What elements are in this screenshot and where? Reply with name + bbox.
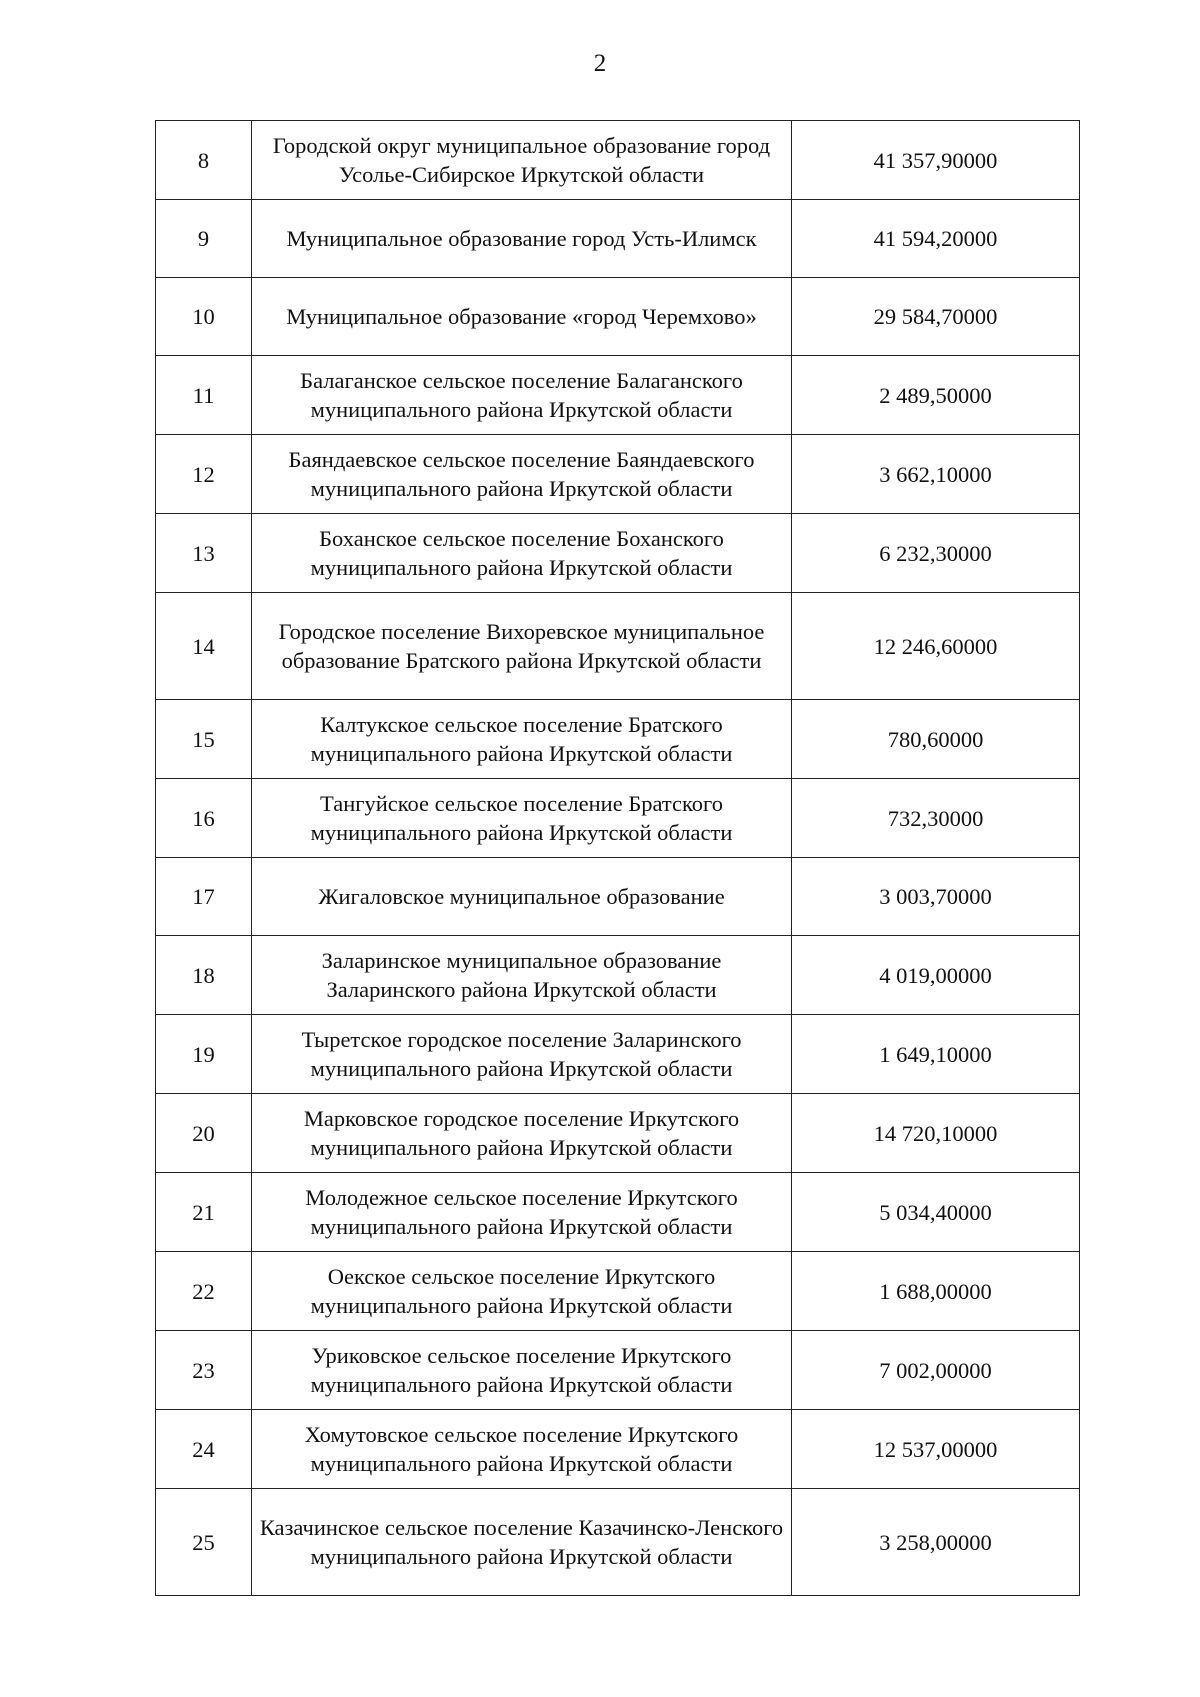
municipality-name: Молодежное сельское поселение Иркутского муниципального района Иркутской области bbox=[252, 1173, 792, 1252]
amount-value: 41 357,90000 bbox=[792, 121, 1080, 200]
amount-value: 6 232,30000 bbox=[792, 514, 1080, 593]
table-row bbox=[156, 1410, 1080, 1489]
table-row bbox=[156, 1173, 1080, 1252]
amount-value: 12 537,00000 bbox=[792, 1410, 1080, 1489]
municipality-name: Баяндаевское сельское поселение Баяндаевского муниципального района Иркутской области bbox=[252, 435, 792, 514]
municipality-name: Тангуйское сельское поселение Братского муниципального района Иркутской области bbox=[252, 779, 792, 858]
amount-value: 5 034,40000 bbox=[792, 1173, 1080, 1252]
amount-value: 732,30000 bbox=[792, 779, 1080, 858]
row-number: 9 bbox=[156, 200, 252, 278]
row-number: 11 bbox=[156, 356, 252, 435]
amount-value: 29 584,70000 bbox=[792, 278, 1080, 356]
municipality-name: Марковское городское поселение Иркутского муниципального района Иркутской области bbox=[252, 1094, 792, 1173]
amount-value: 2 489,50000 bbox=[792, 356, 1080, 435]
row-number: 16 bbox=[156, 779, 252, 858]
municipality-name: Тыретское городское поселение Заларинского муниципального района Иркутской области bbox=[252, 1015, 792, 1094]
municipality-name: Казачинское сельское поселение Казачинско-Ленского муниципального района Иркутской области bbox=[252, 1489, 792, 1596]
municipality-name: Жигаловское муниципальное образование bbox=[252, 858, 792, 936]
table-row bbox=[156, 1252, 1080, 1331]
row-number: 18 bbox=[156, 936, 252, 1015]
municipality-name: Заларинское муниципальное образование Заларинского района Иркутской области bbox=[252, 936, 792, 1015]
table-row bbox=[156, 514, 1080, 593]
municipality-name: Хомутовское сельское поселение Иркутского муниципального района Иркутской области bbox=[252, 1410, 792, 1489]
amount-value: 3 662,10000 bbox=[792, 435, 1080, 514]
amount-value: 1 688,00000 bbox=[792, 1252, 1080, 1331]
amount-value: 7 002,00000 bbox=[792, 1331, 1080, 1410]
page-number: 2 bbox=[593, 50, 607, 77]
row-number: 22 bbox=[156, 1252, 252, 1331]
row-number: 10 bbox=[156, 278, 252, 356]
table-row bbox=[156, 1489, 1080, 1596]
amount-value: 4 019,00000 bbox=[792, 936, 1080, 1015]
municipality-name: Уриковское сельское поселение Иркутского муниципального района Иркутской области bbox=[252, 1331, 792, 1410]
municipalities-table bbox=[155, 120, 1080, 1596]
table-row bbox=[156, 435, 1080, 514]
municipality-name: Городской округ муниципальное образование город Усолье-Сибирское Иркутской области bbox=[252, 121, 792, 200]
municipality-name: Боханское сельское поселение Боханского муниципального района Иркутской области bbox=[252, 514, 792, 593]
row-number: 14 bbox=[156, 593, 252, 700]
table-row bbox=[156, 936, 1080, 1015]
municipality-name: Оекское сельское поселение Иркутского муниципального района Иркутской области bbox=[252, 1252, 792, 1331]
row-number: 24 bbox=[156, 1410, 252, 1489]
row-number: 20 bbox=[156, 1094, 252, 1173]
municipality-name: Муниципальное образование «город Черемхово» bbox=[252, 278, 792, 356]
table-row bbox=[156, 278, 1080, 356]
row-number: 12 bbox=[156, 435, 252, 514]
amount-value: 41 594,20000 bbox=[792, 200, 1080, 278]
table-row bbox=[156, 700, 1080, 779]
row-number: 21 bbox=[156, 1173, 252, 1252]
row-number: 17 bbox=[156, 858, 252, 936]
table-row bbox=[156, 356, 1080, 435]
row-number: 15 bbox=[156, 700, 252, 779]
municipality-name: Муниципальное образование город Усть-Илимск bbox=[252, 200, 792, 278]
row-number: 8 bbox=[156, 121, 252, 200]
row-number: 25 bbox=[156, 1489, 252, 1596]
municipality-name: Городское поселение Вихоревское муниципальное образование Братского района Иркутской области bbox=[252, 593, 792, 700]
table-row bbox=[156, 121, 1080, 200]
amount-value: 3 258,00000 bbox=[792, 1489, 1080, 1596]
table-row bbox=[156, 779, 1080, 858]
amount-value: 3 003,70000 bbox=[792, 858, 1080, 936]
table-row bbox=[156, 1015, 1080, 1094]
table-row bbox=[156, 858, 1080, 936]
amount-value: 12 246,60000 bbox=[792, 593, 1080, 700]
municipality-name: Калтукское сельское поселение Братского муниципального района Иркутской области bbox=[252, 700, 792, 779]
amount-value: 1 649,10000 bbox=[792, 1015, 1080, 1094]
row-number: 23 bbox=[156, 1331, 252, 1410]
amount-value: 780,60000 bbox=[792, 700, 1080, 779]
table-row bbox=[156, 1331, 1080, 1410]
table-row bbox=[156, 1094, 1080, 1173]
row-number: 19 bbox=[156, 1015, 252, 1094]
table-row bbox=[156, 593, 1080, 700]
amount-value: 14 720,10000 bbox=[792, 1094, 1080, 1173]
table-row bbox=[156, 200, 1080, 278]
municipality-name: Балаганское сельское поселение Балаганского муниципального района Иркутской области bbox=[252, 356, 792, 435]
row-number: 13 bbox=[156, 514, 252, 593]
